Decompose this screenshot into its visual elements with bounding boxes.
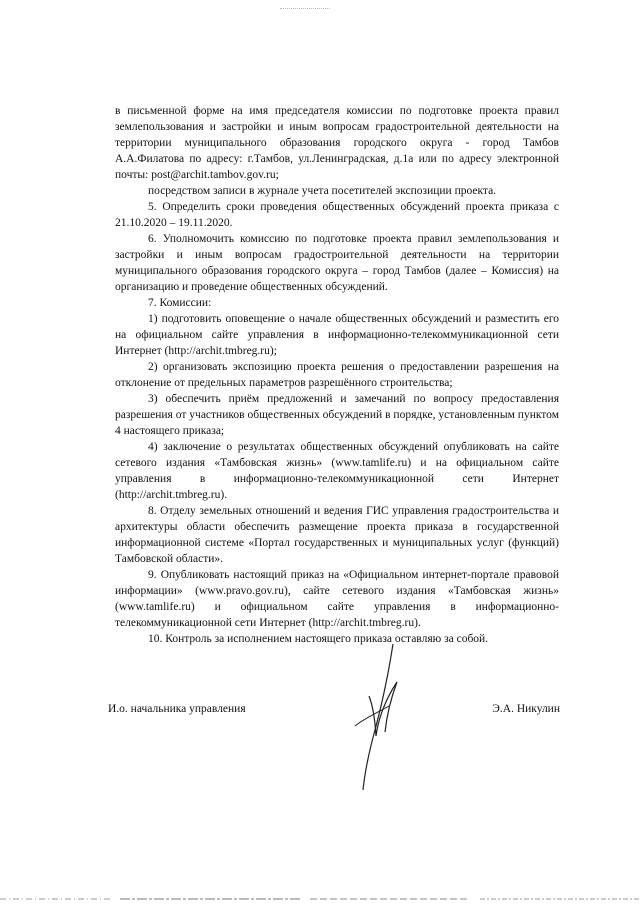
paragraph-item-6: 6. Уполномочить комиссию по подготовке проекта правил землепользования и застройки и иным вопросам градостроительной деятельности на территории муниципального образования городского округа – город Тамбов (далее – Комиссия) на организацию и проведение общественных обсуждений. (115, 233, 559, 293)
scan-artifact-top (280, 8, 330, 13)
paragraph-item-7: 7. Комиссии: (148, 297, 212, 309)
paragraph-written-form: в письменной форме на имя председателя комиссии по подготовке проекта правил землепользования и застройки и иным вопросам градостроительной деятельности на территории муниципального образования городского округа - город Тамбов А.А.Филатова по адресу: г.Тамбов, ул.Ленинградская, д.1а или по адресу электронной почты: post@archit.tambov.gov.ru; (115, 105, 559, 181)
paragraph-item-8: 8. Отделу земельных отношений и ведения ГИС управления градостроительства и архитектуры области обеспечить размещение проекта приказа в государственной информационной системе «Портал государственных и муниципальных услуг (функций) Тамбовской области». (115, 505, 559, 565)
document-body (115, 103, 559, 647)
paragraph-subitem-1: 1) подготовить оповещение о начале общественных обсуждений и разместить его на официальном сайте управления в информационно-телекоммуникационной сети Интернет (http://archit.tmbreg.ru); (115, 313, 559, 357)
paragraph-subitem-4: 4) заключение о результатах общественных обсуждений опубликовать на сайте сетевого издания «Тамбовская жизнь» (www.tamlife.ru) и на официальном сайте управления в информационно-телекоммуникационной сети Интернет (http://archit.tmbreg.ru). (115, 441, 559, 501)
paragraph-item-5: 5. Определить сроки проведения общественных обсуждений проекта приказа с 21.10.2020 – 19.11.2020. (115, 201, 559, 229)
signatory-position: И.о. начальника управления (108, 703, 246, 715)
paragraph-subitem-2: 2) организовать экспозицию проекта решения о предоставлении разрешения на отклонение от предельных параметров разрешённого строительства; (115, 361, 559, 389)
paragraph-item-10: 10. Контроль за исполнением настоящего приказа оставляю за собой. (148, 633, 489, 645)
paragraph-journal-record: посредством записи в журнале учета посетителей экспозиции проекта. (148, 185, 497, 197)
paragraph-subitem-3: 3) обеспечить приём предложений и замечаний по вопросу предоставления разрешения от участников общественных обсуждений в порядке, установленным пунктом 4 настоящего приказа; (115, 393, 559, 437)
signature-block (108, 703, 560, 723)
scan-artifact-bottom (0, 896, 640, 902)
signatory-name: Э.А. Никулин (492, 703, 560, 715)
paragraph-item-9: 9. Опубликовать настоящий приказ на «Официальном интернет-портале правовой информации» (www.pravo.gov.ru), сайте сетевого издания «Тамбовская жизнь» (www.tamlife.ru) и официальном сайте управления в информационно-телекоммуникационной сети Интернет (http://archit.tmbreg.ru). (115, 569, 559, 629)
